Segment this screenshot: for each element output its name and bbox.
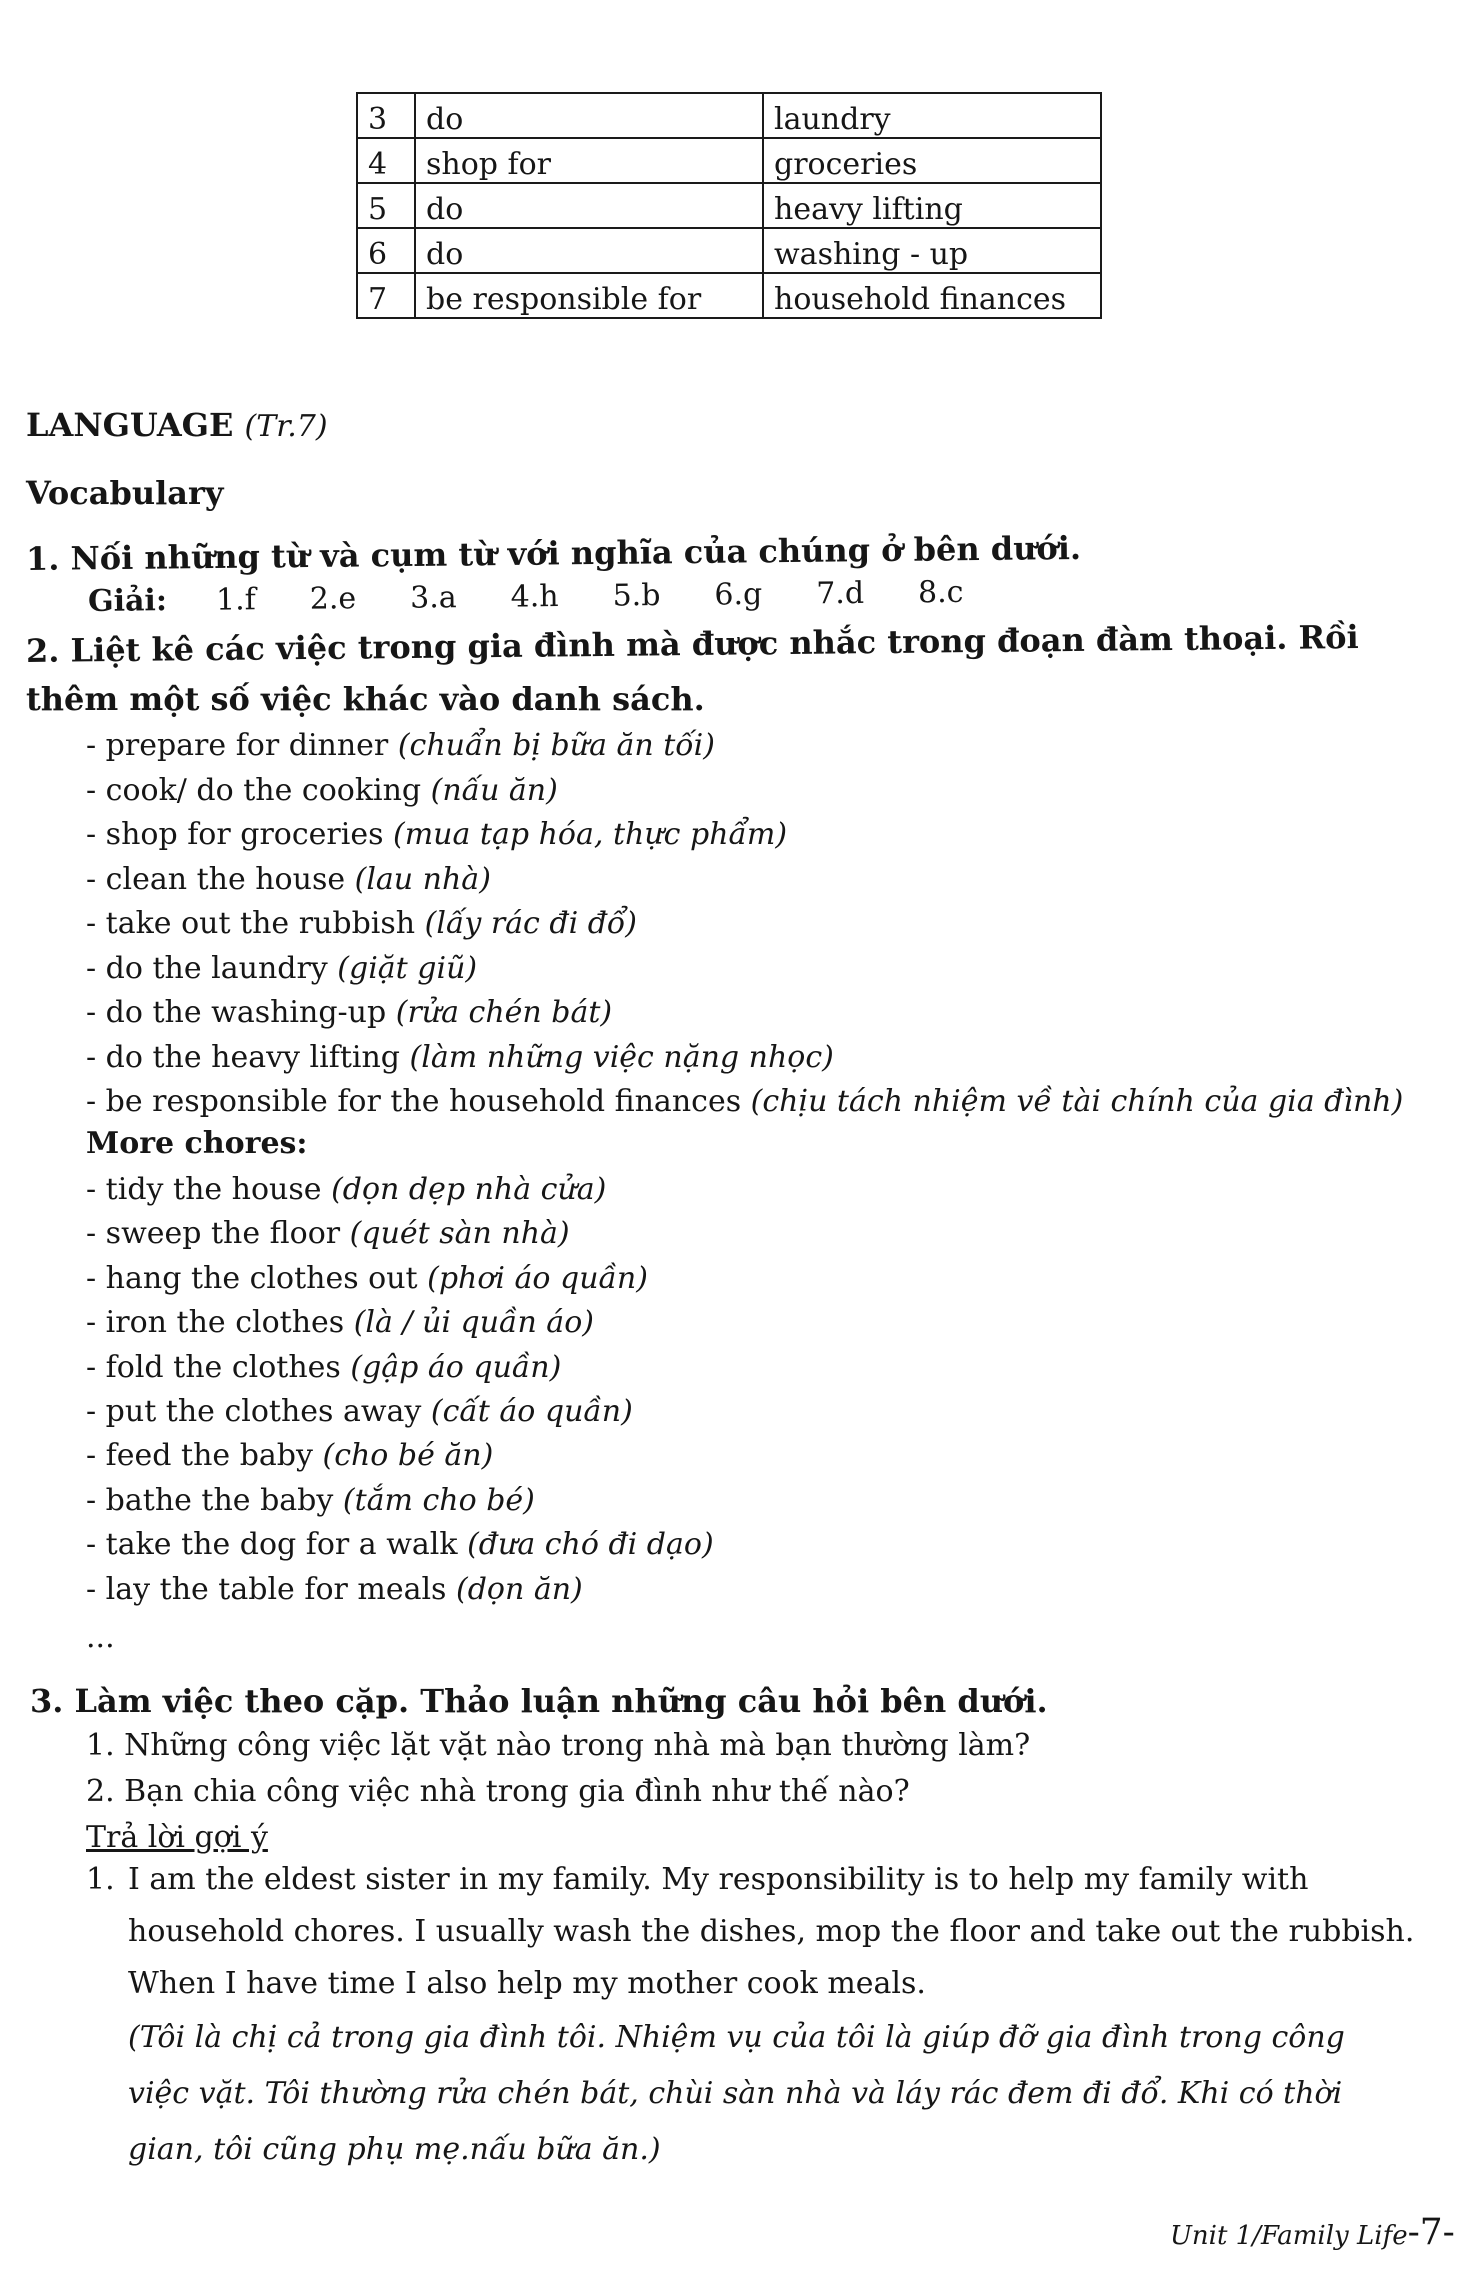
answer-english: [128, 1854, 1414, 2010]
answer-number: 1.: [86, 1862, 115, 1897]
chore-vietnamese: (cho bé ăn): [322, 1438, 494, 1474]
chore-item: [86, 817, 787, 852]
chore-vietnamese: (chuẩn bị bữa ăn tối): [397, 728, 715, 763]
chore-english: - fold the clothes: [86, 1349, 351, 1385]
answer-item: 6.g: [714, 576, 763, 613]
chore-item: [86, 906, 637, 941]
table-row: [357, 273, 1101, 318]
chore-vietnamese: (làm những việc nặng nhọc): [409, 1039, 834, 1075]
chore-vietnamese: (tắm cho bé): [342, 1482, 535, 1518]
chore-item: [86, 1572, 583, 1607]
more-chores-heading: More chores:: [86, 1126, 308, 1161]
chore-english: - do the heavy lifting: [86, 1039, 410, 1075]
chore-item: [86, 1350, 561, 1385]
page-number: -7-: [1407, 2212, 1455, 2253]
table-row: [357, 138, 1101, 183]
chore-english: - bathe the baby: [86, 1482, 343, 1518]
answer-item: 7.d: [816, 575, 865, 612]
answer-translation: [128, 2010, 1345, 2178]
chore-english: - do the washing-up: [86, 995, 396, 1030]
answer-item: 2.e: [309, 581, 357, 617]
row-verb: be responsible for: [415, 273, 763, 318]
chore-vietnamese: (quét sàn nhà): [349, 1216, 570, 1252]
chore-english: - do the laundry: [86, 950, 338, 986]
chore-english: - hang the clothes out: [86, 1260, 428, 1296]
chore-english: - be responsible for the household finances: [86, 1084, 751, 1119]
chore-english: - put the clothes away: [86, 1394, 431, 1429]
answer-item: 5.b: [612, 578, 661, 614]
row-object: household finances: [763, 273, 1101, 318]
chore-english: - cook/ do the cooking: [86, 772, 431, 808]
chore-item: [86, 951, 477, 986]
row-object: heavy lifting: [763, 183, 1101, 228]
answer-item: 3.a: [409, 580, 457, 616]
page-footer: [1170, 2212, 1455, 2253]
row-verb: do: [415, 183, 763, 228]
chore-english: - lay the table for meals: [86, 1571, 456, 1607]
chore-vietnamese: (phơi áo quần): [427, 1260, 648, 1296]
answer-item: 4.h: [510, 579, 559, 615]
section-heading: [26, 406, 328, 444]
suggested-answer-label: Trả lời gợi ý: [86, 1820, 268, 1855]
collocation-table: [356, 92, 1102, 319]
chore-english: - shop for groceries: [86, 817, 394, 852]
chore-item: [86, 1305, 594, 1340]
question-3-item-1: 1. Những công việc lặt vặt nào trong nhà mà bạn thường làm?: [86, 1728, 1031, 1763]
chore-vietnamese: (lau nhà): [354, 861, 491, 897]
row-number: 7: [357, 273, 415, 318]
chore-item: [86, 773, 558, 808]
chore-english: - take out the rubbish: [86, 906, 425, 941]
chore-english: - feed the baby: [86, 1438, 323, 1474]
chore-item: [86, 862, 491, 897]
translation-line: gian, tôi cũng phụ mẹ.nấu bữa ăn.): [128, 2132, 661, 2167]
footer-unit: Unit 1/Family Life: [1170, 2221, 1408, 2251]
chore-vietnamese: (lấy rác đi đổ): [424, 906, 637, 941]
chore-vietnamese: (dọn dẹp nhà cửa): [331, 1172, 607, 1207]
chore-vietnamese: (rửa chén bát): [395, 995, 613, 1030]
chore-english: - sweep the floor: [86, 1216, 350, 1252]
chore-item: [86, 1216, 570, 1251]
chore-vietnamese: (chịu tách nhiệm về tài chính của gia đình): [750, 1084, 1404, 1119]
row-number: 3: [357, 93, 415, 138]
table-row: [357, 228, 1101, 273]
chore-vietnamese: (mua tạp hóa, thực phẩm): [393, 817, 788, 852]
chore-vietnamese: (gập áo quần): [350, 1349, 562, 1385]
row-verb: do: [415, 93, 763, 138]
question-3-title: 3. Làm việc theo cặp. Thảo luận những câu hỏi bên dưới.: [30, 1682, 1048, 1720]
question-1-answers: [88, 574, 1018, 619]
chore-english: - take the dog for a walk: [86, 1527, 468, 1563]
chore-english: - iron the clothes: [86, 1305, 354, 1341]
row-number: 5: [357, 183, 415, 228]
translation-line: việc vặt. Tôi thường rửa chén bát, chùi sàn nhà và láy rác đem đi đổ. Khi có thời: [128, 2076, 1343, 2111]
question-3-item-2: 2. Bạn chia công việc nhà trong gia đình như thế nào?: [86, 1774, 910, 1809]
chore-vietnamese: (là / ủi quần áo): [353, 1305, 594, 1341]
answer-item: 1.f: [215, 582, 256, 618]
chore-vietnamese: (giặt giũ): [337, 950, 478, 986]
chore-item: [86, 1438, 493, 1473]
answer-label: Giải:: [87, 583, 168, 619]
chore-english: - tidy the house: [86, 1172, 332, 1207]
chore-item: [86, 1394, 633, 1429]
chore-item: [86, 1261, 648, 1296]
row-object: laundry: [763, 93, 1101, 138]
ellipsis: ...: [86, 1620, 115, 1655]
question-2-title-line-1: 2. Liệt kê các việc trong gia đình mà được nhắc trong đoạn đàm thoại. Rồi: [25, 618, 1359, 670]
chore-vietnamese: (dọn ăn): [456, 1571, 583, 1607]
answer-line: When I have time I also help my mother cook meals.: [128, 1966, 926, 2001]
chore-item: [86, 1483, 535, 1518]
row-object: washing - up: [763, 228, 1101, 273]
row-number: 6: [357, 228, 415, 273]
answer-line: household chores. I usually wash the dishes, mop the floor and take out the rubbish.: [128, 1914, 1415, 1949]
chore-item: [86, 995, 612, 1030]
chore-vietnamese: (nấu ăn): [430, 772, 558, 808]
row-verb: do: [415, 228, 763, 273]
chore-vietnamese: (cất áo quần): [430, 1394, 633, 1429]
chore-english: - clean the house: [86, 861, 355, 897]
page-reference: (Tr.7): [244, 409, 328, 444]
row-object: groceries: [763, 138, 1101, 183]
vocabulary-heading: Vocabulary: [26, 474, 224, 512]
translation-line: (Tôi là chị cả trong gia đình tôi. Nhiệm vụ của tôi là giúp đỡ gia đình trong công: [128, 2020, 1345, 2055]
section-title: LANGUAGE: [26, 406, 234, 444]
chore-english: - prepare for dinner: [86, 728, 398, 763]
row-number: 4: [357, 138, 415, 183]
question-1-title: 1. Nối những từ và cụm từ với nghĩa của chúng ở bên dưới.: [25, 528, 1082, 578]
chore-item: [86, 1040, 834, 1075]
chore-item: [86, 728, 715, 763]
question-2-title-line-2: thêm một số việc khác vào danh sách.: [26, 680, 705, 718]
table-row: [357, 93, 1101, 138]
chore-item: [86, 1172, 606, 1207]
answer-line: I am the eldest sister in my family. My responsibility is to help my family with: [128, 1862, 1309, 1897]
row-verb: shop for: [415, 138, 763, 183]
chore-vietnamese: (đưa chó đi dạo): [467, 1527, 714, 1563]
chore-item: [86, 1084, 1403, 1119]
chore-item: [86, 1527, 714, 1562]
answer-item: 8.c: [917, 574, 964, 611]
table-row: [357, 183, 1101, 228]
